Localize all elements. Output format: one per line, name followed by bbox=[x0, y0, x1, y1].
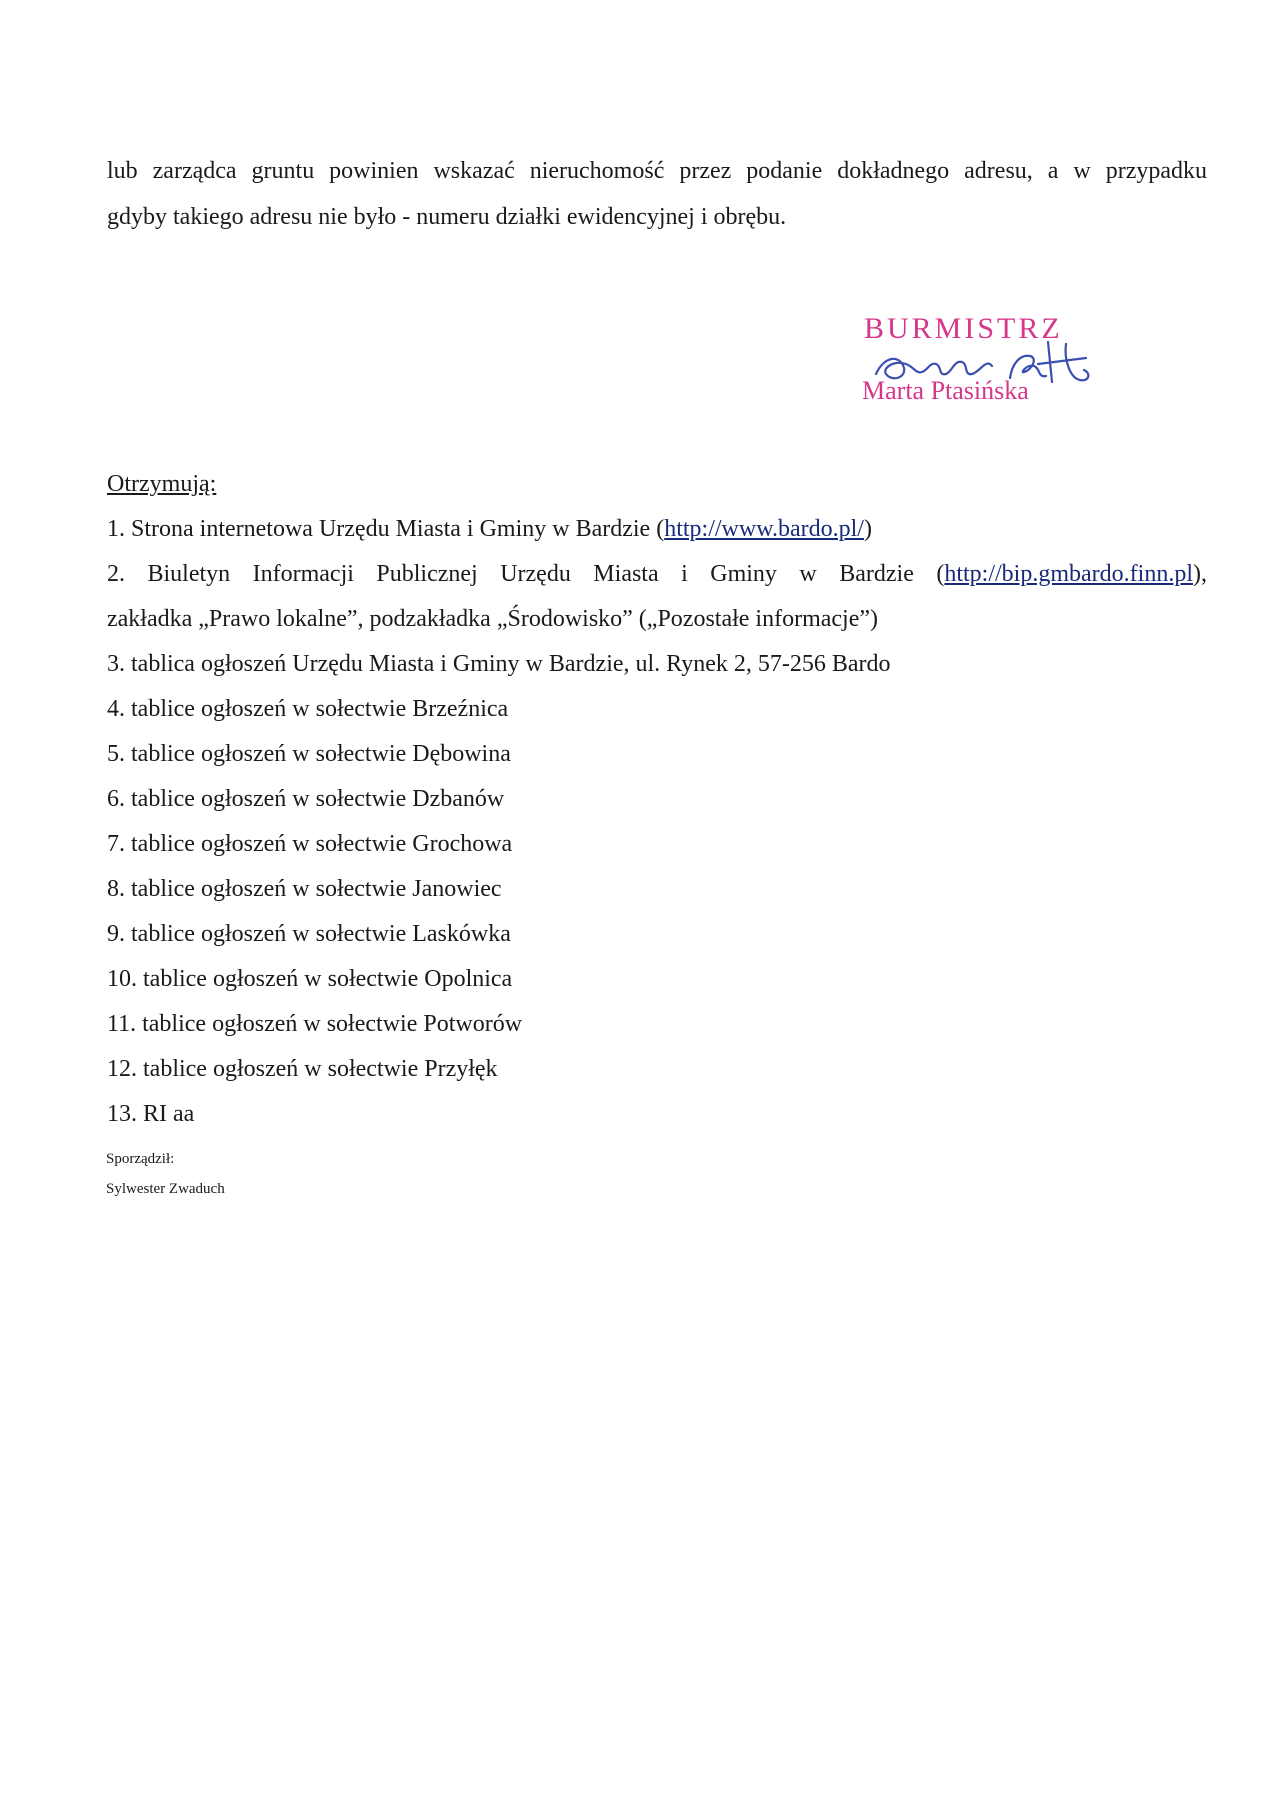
recipient-item: 10. tablice ogłoszeń w sołectwie Opolnica bbox=[107, 966, 513, 992]
intro-paragraph bbox=[107, 148, 1207, 240]
intro-line-2: gdyby takiego adresu nie było - numeru działki ewidencyjnej i obrębu. bbox=[107, 204, 787, 230]
recipient-item: 6. tablice ogłoszeń w sołectwie Dzbanów bbox=[107, 786, 505, 812]
recipient-item-2-suffix: ), bbox=[1193, 561, 1207, 587]
recipient-item: 7. tablice ogłoszeń w sołectwie Grochowa bbox=[107, 831, 513, 857]
recipient-item bbox=[107, 507, 1207, 552]
recipients-heading: Otrzymują: bbox=[107, 471, 217, 497]
recipient-list bbox=[107, 507, 1207, 1137]
stamp-name: Marta Ptasińska bbox=[862, 376, 1029, 405]
recipient-item-2-first-line bbox=[107, 552, 1207, 597]
recipient-item: 4. tablice ogłoszeń w sołectwie Brzeźnica bbox=[107, 696, 509, 722]
recipient-item-1-prefix: 1. Strona internetowa Urzędu Miasta i Gminy w Bardzie ( bbox=[107, 516, 665, 542]
recipient-item: 8. tablice ogłoszeń w sołectwie Janowiec bbox=[107, 876, 502, 902]
mayor-stamp bbox=[862, 312, 1102, 412]
recipient-item: 13. RI aa bbox=[107, 1101, 195, 1127]
intro-line-1: lub zarządca gruntu powinien wskazać nieruchomość przez podanie dokładnego adresu, a w przypadku bbox=[107, 158, 1207, 184]
recipient-item bbox=[107, 552, 1207, 642]
prepared-by-name: Sylwester Zwaduch bbox=[106, 1181, 225, 1197]
recipient-item-2-continuation: zakładka „Prawo lokalne”, podzakładka „Środowisko” („Pozostałe informacje”) bbox=[107, 606, 879, 632]
recipient-item: 9. tablice ogłoszeń w sołectwie Laskówka bbox=[107, 921, 511, 947]
recipients-section bbox=[107, 462, 1207, 1137]
prepared-by-label: Sporządził: bbox=[106, 1151, 175, 1167]
recipient-item-1-suffix: ) bbox=[863, 516, 872, 542]
recipient-item-2-prefix: 2. Biuletyn Informacji Publicznej Urzędu Miasta i Gminy w Bardzie ( bbox=[107, 561, 945, 587]
bardo-website-link[interactable]: http://www.bardo.pl/ bbox=[664, 516, 864, 542]
stamp-title: BURMISTRZ bbox=[864, 312, 1063, 345]
prepared-by bbox=[106, 1144, 225, 1204]
recipient-item: 12. tablice ogłoszeń w sołectwie Przyłęk bbox=[107, 1056, 498, 1082]
recipient-item: 11. tablice ogłoszeń w sołectwie Potworów bbox=[107, 1011, 523, 1037]
bip-link[interactable]: http://bip.gmbardo.finn.pl bbox=[944, 561, 1193, 587]
recipient-item: 3. tablica ogłoszeń Urzędu Miasta i Gminy w Bardzie, ul. Rynek 2, 57-256 Bardo bbox=[107, 651, 891, 677]
handwritten-signature bbox=[870, 334, 1095, 396]
recipient-item: 5. tablice ogłoszeń w sołectwie Dębowina bbox=[107, 741, 511, 767]
